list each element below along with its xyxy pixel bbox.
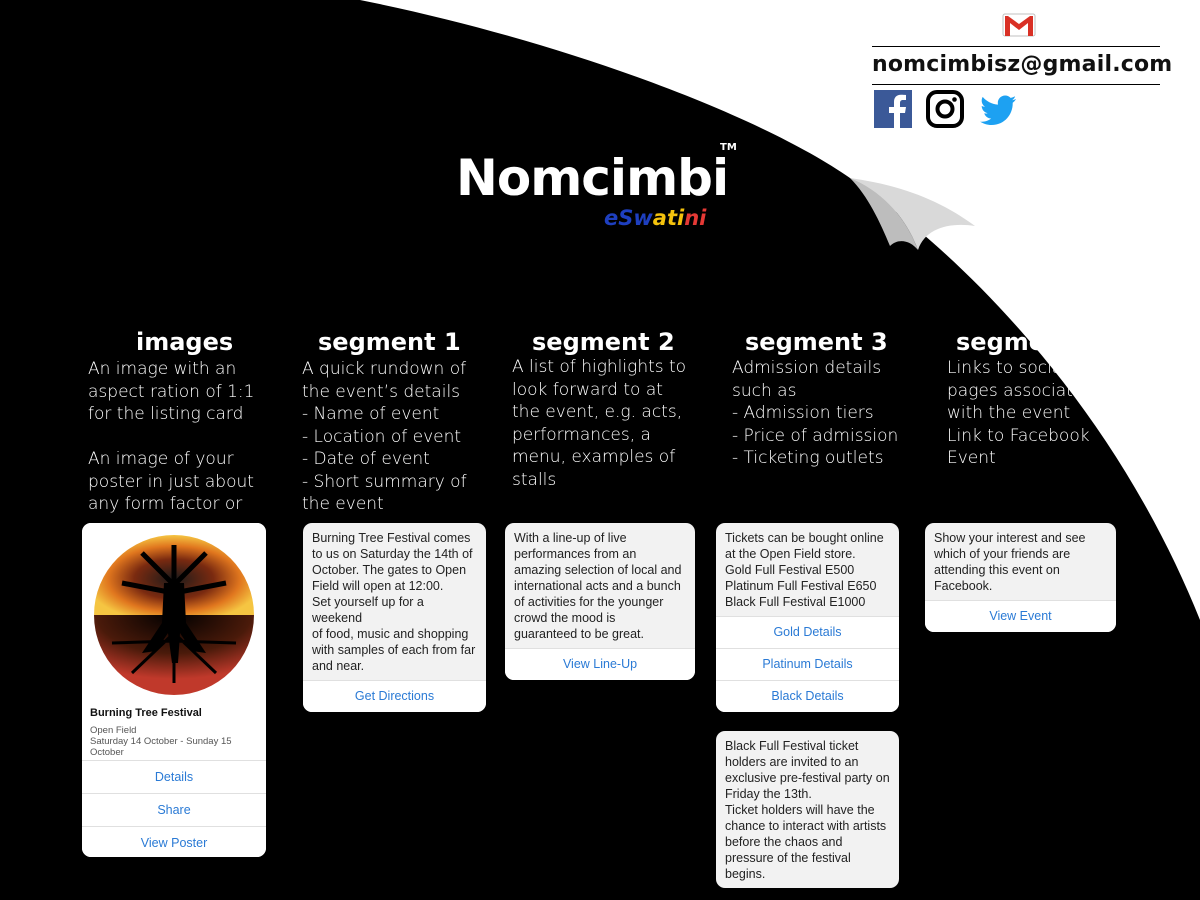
- facebook-icon[interactable]: [874, 90, 912, 128]
- brand-subtitle-letter: e: [604, 206, 619, 230]
- twitter-icon[interactable]: [980, 90, 1018, 128]
- view-poster-button[interactable]: View Poster: [82, 826, 266, 857]
- brand-subtitle-letter: n: [684, 206, 700, 230]
- segment-3-admission: Tickets can be bought online at the Open Field store. Gold Full Festival E500 Platinum Full Festival E650 Black Full Festival E1000: [725, 531, 884, 609]
- segment-1-card: [303, 523, 486, 712]
- brand-subtitle-letter: i: [677, 206, 685, 230]
- get-directions-button[interactable]: Get Directions: [303, 680, 486, 712]
- gmail-icon[interactable]: [1002, 12, 1036, 38]
- contact-divider: [872, 46, 1160, 47]
- segment-3-card: [716, 523, 899, 712]
- brand-subtitle-letter: S: [618, 206, 634, 230]
- brand-subtitle: [604, 206, 706, 230]
- listing-info: [82, 699, 266, 758]
- brand-subtitle-letter: t: [666, 206, 677, 230]
- section-desc-segment-1: A quick rundown of the event’s details - Name of event - Location of event - Date of event - Short summary of the event: [302, 359, 467, 514]
- contact-divider: [872, 84, 1160, 85]
- instagram-icon[interactable]: [926, 90, 964, 128]
- segment-4-social: Show your interest and see which of your friends are attending this event on Facebook.: [934, 531, 1086, 593]
- brand-subtitle-letter: i: [699, 206, 707, 230]
- segment-4-card: [925, 523, 1116, 632]
- platinum-details-button[interactable]: Platinum Details: [716, 648, 899, 680]
- email-link[interactable]: nomcimbisz@gmail.com: [872, 52, 1173, 77]
- section-desc-segment-2: A list of highlights to look forward to at the event, e.g. acts, performances, a menu, examples of stalls: [512, 357, 687, 490]
- section-desc-segment-3: Admission details such as - Admission tiers - Price of admission - Ticketing outlets: [732, 358, 899, 468]
- listing-title: Burning Tree Festival: [90, 707, 202, 719]
- details-button[interactable]: Details: [82, 760, 266, 793]
- section-desc-images: An image with an aspect ration of 1:1 for the listing card An image of your poster in just about any form factor or: [88, 359, 255, 514]
- gold-details-button[interactable]: Gold Details: [716, 616, 899, 648]
- section-heading-segment-1: segment 1: [318, 328, 461, 356]
- listing-card[interactable]: [82, 523, 266, 857]
- segment-2-highlights: With a line-up of live performances from an amazing selection of local and international acts and a bunch of activities for the younger crowd the mood is guaranteed to be great.: [514, 531, 682, 641]
- event-poster-image: [82, 523, 266, 699]
- listing-actions: [82, 760, 266, 857]
- section-heading-images: images: [136, 328, 234, 356]
- brand-subtitle-letter: a: [652, 206, 667, 230]
- brand-logo: [456, 142, 746, 230]
- black-details-button[interactable]: Black Details: [716, 680, 899, 712]
- brand-subtitle-letter: w: [633, 206, 653, 230]
- section-heading-segment-3: segment 3: [745, 328, 888, 356]
- segment-2-card: [505, 523, 695, 680]
- trademark-mark: TM: [720, 142, 737, 153]
- segment-3-note: Black Full Festival ticket holders are invited to an exclusive pre-festival party on Friday the 13th. Ticket holders will have the chance to interact with artists before the chaos and pressure of the festival begins.: [725, 739, 890, 881]
- view-event-button[interactable]: View Event: [925, 600, 1116, 632]
- share-button[interactable]: Share: [82, 793, 266, 826]
- brand-name: Nomcimbi: [456, 149, 729, 207]
- listing-venue: Open Field: [90, 725, 137, 736]
- listing-dates: Saturday 14 October - Sunday 15 October: [90, 736, 232, 758]
- segment-3-note-card: [716, 731, 899, 888]
- section-heading-segment-4: segment 4: [956, 328, 1099, 356]
- view-line-up-button[interactable]: View Line-Up: [505, 648, 695, 680]
- section-desc-segment-4: Links to social media pages associated with the event Link to Facebook Event: [947, 358, 1126, 468]
- section-heading-segment-2: segment 2: [532, 328, 675, 356]
- segment-1-summary: Burning Tree Festival comes to us on Saturday the 14th of October. The gates to Open Field will open at 12:00. Set yourself up for a weekend of food, music and shopping with samples of each from far and near.: [312, 531, 476, 673]
